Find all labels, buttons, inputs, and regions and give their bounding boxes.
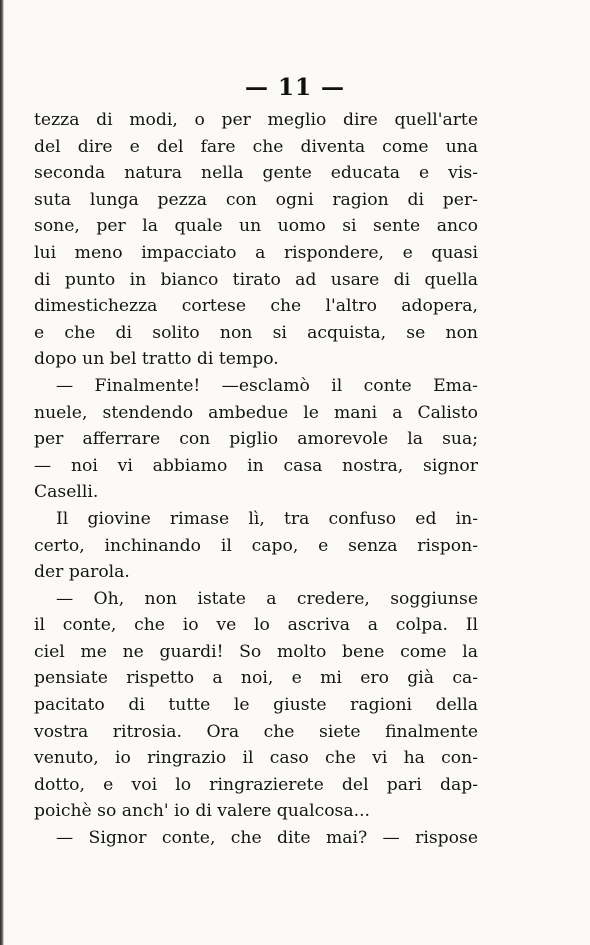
text-line: Il giovine rimase lì, tra confuso ed in- bbox=[56, 508, 478, 529]
text-line: — Oh, non istate a credere, soggiunse bbox=[56, 588, 478, 609]
text-line: dotto, e voi lo ringrazierete del pari dap- bbox=[34, 774, 478, 795]
page-binding-edge bbox=[0, 0, 4, 945]
text-line: poichè so anch' io di valere qualcosa... bbox=[34, 801, 371, 822]
text-line: — noi vi abbiamo in casa nostra, signor bbox=[34, 455, 478, 476]
text-line: il conte, che io ve lo ascriva a colpa. Il bbox=[34, 615, 478, 636]
text-line: ciel me ne guardi! So molto bene come la bbox=[34, 641, 478, 662]
text-line: pensiate rispetto a noi, e mi ero già ca- bbox=[34, 668, 478, 689]
text-line: sone, per la quale un uomo si sente anco bbox=[34, 216, 478, 237]
text-line: per afferrare con piglio amorevole la sua; bbox=[34, 429, 478, 450]
text-line: certo, inchinando il capo, e senza rispon- bbox=[34, 535, 478, 556]
text-line: di punto in bianco tirato ad usare di quella bbox=[34, 269, 478, 290]
text-line: e che di solito non si acquista, se non bbox=[34, 322, 478, 343]
text-line: — Signor conte, che dite mai? — rispose bbox=[56, 828, 478, 849]
text-line: dopo un bel tratto di tempo. bbox=[34, 349, 279, 370]
text-line: — Finalmente! —esclamò il conte Ema- bbox=[56, 375, 478, 396]
text-line: venuto, io ringrazio il caso che vi ha con- bbox=[34, 748, 478, 769]
text-line: del dire e del fare che diventa come una bbox=[34, 136, 478, 157]
text-line: seconda natura nella gente educata e vis- bbox=[34, 163, 478, 184]
text-line: suta lunga pezza con ogni ragion di per- bbox=[34, 189, 478, 210]
text-line: lui meno impacciato a rispondere, e quasi bbox=[34, 242, 478, 263]
text-line: der parola. bbox=[34, 562, 130, 583]
body-text bbox=[34, 107, 478, 852]
text-line: tezza di modi, o per meglio dire quell'arte bbox=[34, 110, 478, 130]
text-line: nuele, stendendo ambedue le mani a Calisto bbox=[34, 402, 478, 423]
text-line: vostra ritrosia. Ora che siete finalmente bbox=[34, 721, 478, 742]
page-number: — 11 — bbox=[244, 74, 346, 101]
text-line: pacitato di tutte le giuste ragioni della bbox=[34, 695, 478, 716]
text-line: dimestichezza cortese che l'altro adopera, bbox=[34, 296, 478, 317]
text-line: Caselli. bbox=[34, 482, 99, 503]
